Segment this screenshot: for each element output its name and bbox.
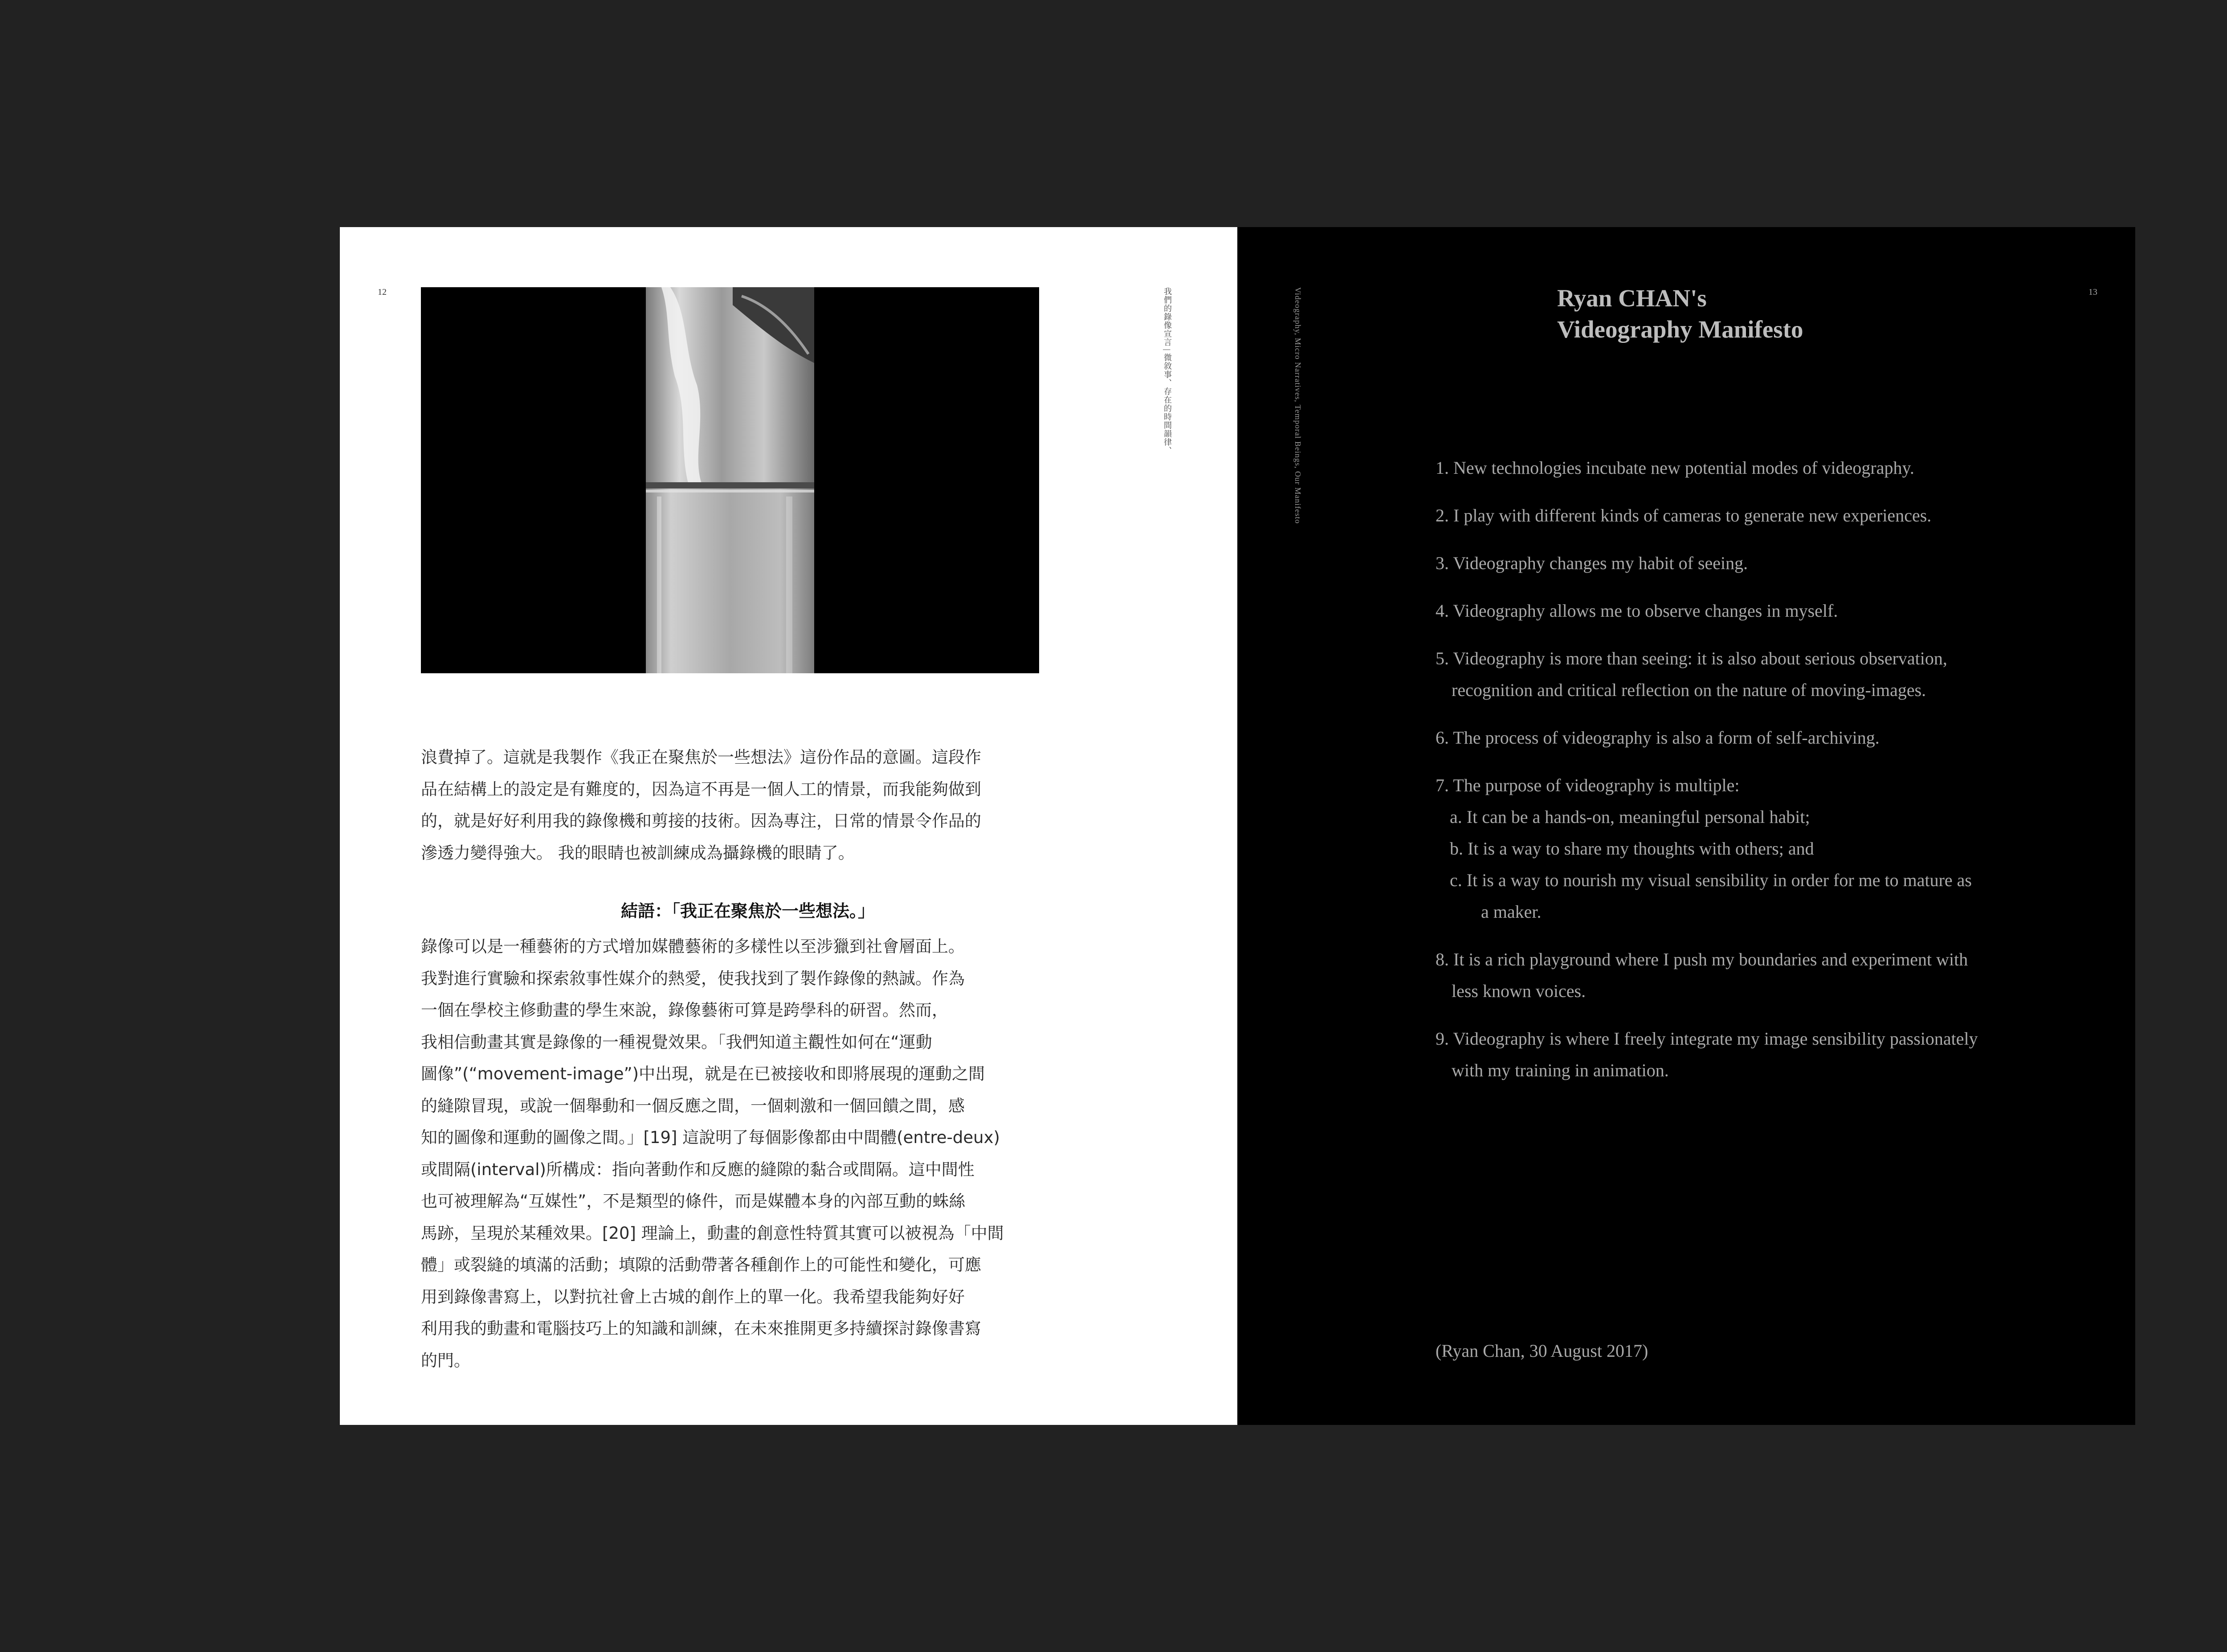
item-line: a maker.	[1481, 902, 1542, 922]
video-still-photo	[421, 287, 1039, 673]
text-line: 的，就是好好利用我的錄像機和剪接的技術。因為專注，日常的情景令作品的	[421, 811, 981, 830]
manifesto-item-1	[1436, 452, 2028, 484]
manifesto-item-4	[1436, 595, 2028, 627]
conclusion-heading: 結語：「我正在聚焦於一些想法。」	[620, 901, 875, 921]
page-number-left: 12	[378, 287, 387, 297]
title-line-2: Videography Manifesto	[1557, 316, 1803, 343]
text-line: 的縫隙冒現，或說一個舉動和一個反應之間，一個刺激和一個回饋之間，感	[421, 1096, 965, 1115]
text-line: 的門。	[421, 1351, 470, 1370]
right-page	[1237, 227, 2135, 1425]
text-line: 品在結構上的設定是有難度的，因為這不再是一個人工的情景，而我能夠做到	[421, 779, 981, 799]
item-line: with my training in animation.	[1452, 1060, 1669, 1080]
item-line: less known voices.	[1452, 981, 1586, 1001]
text-line: 馬跡，呈現於某種效果。[20] 理論上，動畫的創意性特質其實可以被視為「中間	[421, 1223, 1004, 1243]
text-line: 利用我的動畫和電腦技巧上的知識和訓練，在未來推開更多持續探討錄像書寫	[421, 1319, 981, 1338]
text-line: 一個在學校主修動畫的學生來說，錄像藝術可算是跨學科的研習。然而，	[421, 1001, 948, 1020]
item-line: 2. I play with different kinds of cameras to generate new experiences.	[1436, 505, 1932, 525]
text-line: 錄像可以是一種藝術的方式增加媒體藝術的多樣性以至涉獵到社會層面上。	[421, 937, 965, 956]
manifesto-subitem-c	[1436, 864, 2028, 928]
manifesto-title	[1557, 283, 1803, 345]
text-line: 用到錄像書寫上，以對抗社會上古城的創作上的單一化。我希望我能夠好好	[421, 1287, 965, 1306]
text-line: 我對進行實驗和探索敘事性媒介的熱愛，使我找到了製作錄像的熱誠。作為	[421, 968, 965, 988]
manifesto-item-8	[1436, 944, 2028, 1007]
manifesto-subitem-a	[1436, 801, 2028, 833]
manifesto-item-7	[1436, 769, 2028, 928]
manifesto-subitem-b	[1436, 833, 2028, 864]
item-line: 1. New technologies incubate new potential modes of videography.	[1436, 458, 1914, 478]
item-line: 6. The process of videography is also a form of self-archiving.	[1436, 728, 1880, 748]
running-head-left: 我們的錄像宣言 | 微敘事、存在的時間韻律、	[1163, 287, 1172, 455]
manifesto-item-2	[1436, 500, 2028, 531]
title-line-1: Ryan CHAN's	[1557, 285, 1707, 312]
manifesto-item-9	[1436, 1023, 2028, 1086]
text-line: 體」或裂縫的填滿的活動；填隙的活動帶著各種創作上的可能性和變化，可應	[421, 1255, 981, 1274]
item-line: c. It is a way to nourish my visual sensibility in order for me to mature as	[1450, 870, 1972, 890]
item-line: recognition and critical reflection on the nature of moving-images.	[1452, 680, 1926, 700]
item-line: a. It can be a hands-on, meaningful personal habit;	[1450, 807, 1810, 827]
left-page	[340, 227, 1237, 1425]
item-line: 4. Videography allows me to observe changes in myself.	[1436, 601, 1838, 621]
chinese-paragraph-2	[421, 931, 1039, 1376]
chinese-paragraph-1	[421, 741, 1039, 869]
text-line: 也可被理解為“互媒性”，不是類型的條件，而是媒體本身的內部互動的蛛絲	[421, 1192, 966, 1211]
manifesto-item-3	[1436, 547, 2028, 579]
text-line: 或間隔(interval)所構成：指向著動作和反應的縫隙的黏合或間隔。這中間性	[421, 1160, 975, 1179]
manifesto-list	[1436, 452, 2028, 1102]
text-line: 知的圖像和運動的圖像之間。」[19] 這說明了每個影像都由中間體(entre-deux)	[421, 1128, 1000, 1147]
text-line: 圖像”(“movement-image”)中出現，就是在已被接收和即將展現的運動之間	[421, 1064, 985, 1083]
item-line: 5. Videography is more than seeing: it is also about serious observation,	[1436, 648, 1947, 668]
text-line: 浪費掉了。這就是我製作《我正在聚焦於一些想法》這份作品的意圖。這段作	[421, 748, 981, 767]
manifesto-item-5	[1436, 643, 2028, 706]
item-line: b. It is a way to share my thoughts with others; and	[1450, 838, 1814, 859]
item-line: 7. The purpose of videography is multiple:	[1436, 775, 1740, 795]
text-line: 我相信動畫其實是錄像的一種視覺效果。「我們知道主觀性如何在“運動	[421, 1032, 932, 1052]
page-number-right: 13	[2088, 287, 2097, 297]
item-line: 8. It is a rich playground where I push my boundaries and experiment with	[1436, 949, 1968, 969]
item-line: 9. Videography is where I freely integrate my image sensibility passionately	[1436, 1029, 1978, 1049]
text-line: 滲透力變得強大。 我的眼睛也被訓練成為攝錄機的眼睛了。	[421, 843, 855, 863]
signature-date: (Ryan Chan, 30 August 2017)	[1436, 1341, 1648, 1361]
manifesto-item-6	[1436, 722, 2028, 753]
item-line: 3. Videography changes my habit of seeing.	[1436, 553, 1748, 573]
running-head-right: Videography, Micro Narratives, Temporal Beings, Our Manifesto	[1293, 287, 1302, 524]
